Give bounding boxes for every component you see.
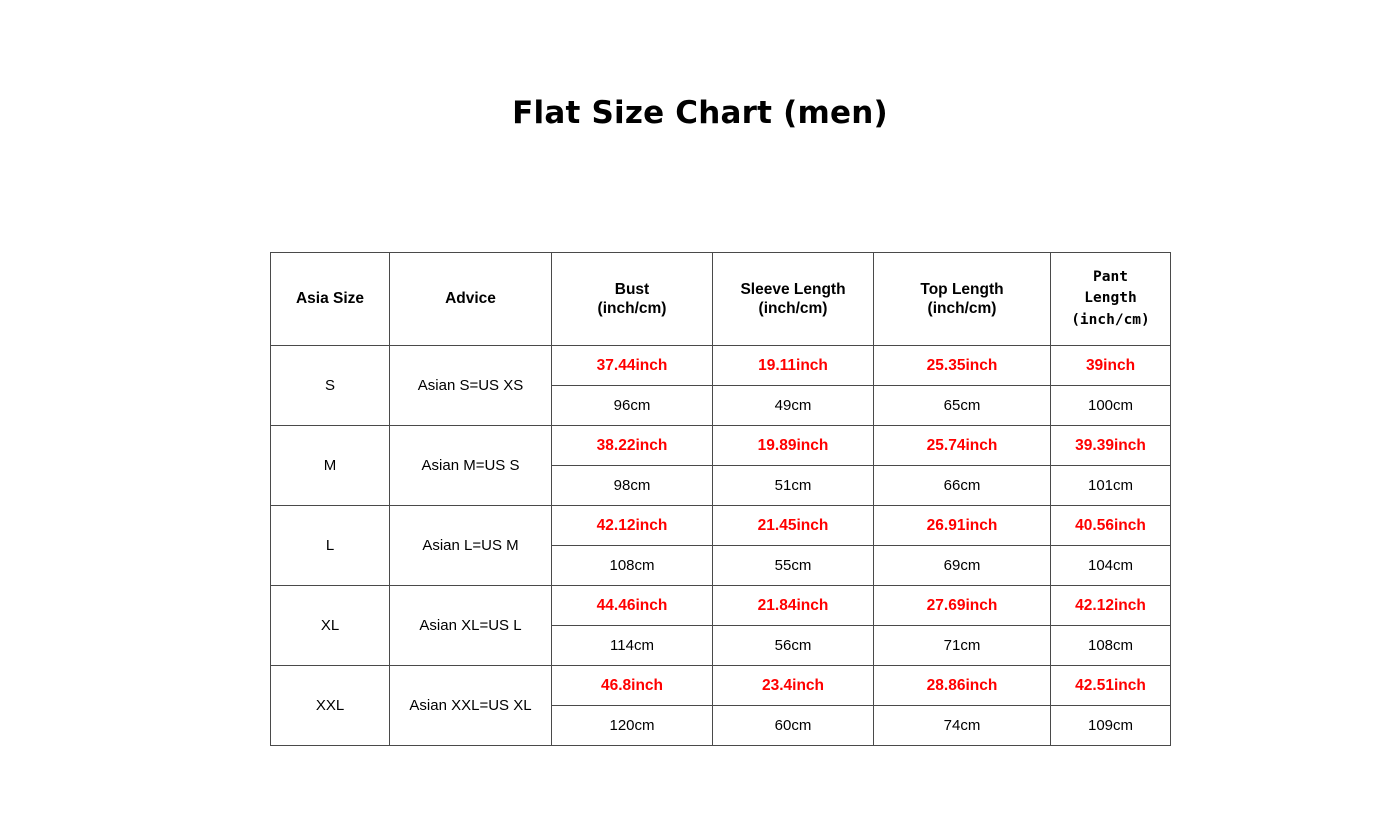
table-row — [271, 506, 1171, 546]
table-header-row — [271, 253, 1171, 346]
table-row — [271, 666, 1171, 706]
table-row — [271, 346, 1171, 386]
cell-sleeve-cm: 49cm — [713, 386, 874, 426]
cell-pant-cm: 101cm — [1051, 466, 1171, 506]
page-title: Flat Size Chart (men) — [512, 95, 888, 131]
table-row — [271, 426, 1171, 466]
cell-pant-inch: 42.12inch — [1051, 586, 1171, 626]
cell-sleeve-inch: 19.11inch — [713, 346, 874, 386]
cell-pant-inch: 40.56inch — [1051, 506, 1171, 546]
cell-bust-cm: 96cm — [552, 386, 713, 426]
header-bust — [552, 253, 713, 346]
header-pant-line3: (inch/cm) — [1071, 311, 1150, 328]
size-chart-table — [270, 252, 1171, 746]
cell-pant-inch: 39.39inch — [1051, 426, 1171, 466]
cell-bust-cm: 120cm — [552, 706, 713, 746]
header-top-line2: (inch/cm) — [927, 300, 997, 317]
cell-pant-cm: 109cm — [1051, 706, 1171, 746]
cell-top-inch: 27.69inch — [874, 586, 1051, 626]
header-sleeve-line2: (inch/cm) — [758, 300, 828, 317]
cell-sleeve-cm: 55cm — [713, 546, 874, 586]
cell-bust-inch: 37.44inch — [552, 346, 713, 386]
cell-bust-cm: 114cm — [552, 626, 713, 666]
cell-advice: Asian M=US S — [390, 426, 552, 506]
cell-advice: Asian XXL=US XL — [390, 666, 552, 746]
cell-size: L — [271, 506, 390, 586]
cell-size: M — [271, 426, 390, 506]
cell-top-inch: 26.91inch — [874, 506, 1051, 546]
cell-top-cm: 74cm — [874, 706, 1051, 746]
cell-top-cm: 66cm — [874, 466, 1051, 506]
cell-size: S — [271, 346, 390, 426]
cell-top-cm: 71cm — [874, 626, 1051, 666]
cell-sleeve-inch: 19.89inch — [713, 426, 874, 466]
header-bust-line1: Bust — [614, 280, 650, 298]
cell-size: XL — [271, 586, 390, 666]
cell-sleeve-cm: 56cm — [713, 626, 874, 666]
cell-advice: Asian S=US XS — [390, 346, 552, 426]
cell-bust-inch: 42.12inch — [552, 506, 713, 546]
cell-sleeve-cm: 60cm — [713, 706, 874, 746]
cell-bust-cm: 98cm — [552, 466, 713, 506]
size-chart-table-wrap — [270, 252, 1171, 746]
cell-top-inch: 25.74inch — [874, 426, 1051, 466]
cell-top-inch: 25.35inch — [874, 346, 1051, 386]
cell-bust-inch: 46.8inch — [552, 666, 713, 706]
table-row — [271, 586, 1171, 626]
cell-bust-inch: 44.46inch — [552, 586, 713, 626]
cell-pant-cm: 100cm — [1051, 386, 1171, 426]
cell-advice: Asian L=US M — [390, 506, 552, 586]
cell-bust-cm: 108cm — [552, 546, 713, 586]
cell-pant-cm: 108cm — [1051, 626, 1171, 666]
cell-bust-inch: 38.22inch — [552, 426, 713, 466]
cell-top-inch: 28.86inch — [874, 666, 1051, 706]
header-top-line1: Top Length — [920, 280, 1004, 298]
cell-advice: Asian XL=US L — [390, 586, 552, 666]
cell-top-cm: 69cm — [874, 546, 1051, 586]
cell-pant-inch: 42.51inch — [1051, 666, 1171, 706]
header-sleeve-line1: Sleeve Length — [740, 280, 846, 298]
cell-pant-inch: 39inch — [1051, 346, 1171, 386]
header-advice: Advice — [390, 253, 552, 346]
header-pant-length — [1051, 253, 1171, 346]
header-bust-line2: (inch/cm) — [597, 300, 667, 317]
cell-sleeve-inch: 23.4inch — [713, 666, 874, 706]
cell-size: XXL — [271, 666, 390, 746]
cell-sleeve-inch: 21.84inch — [713, 586, 874, 626]
header-pant-line2: Length — [1084, 290, 1137, 307]
header-asia-size: Asia Size — [271, 253, 390, 346]
cell-sleeve-inch: 21.45inch — [713, 506, 874, 546]
cell-top-cm: 65cm — [874, 386, 1051, 426]
header-sleeve-length — [713, 253, 874, 346]
cell-sleeve-cm: 51cm — [713, 466, 874, 506]
header-top-length — [874, 253, 1051, 346]
header-pant-line1: Pant — [1093, 269, 1128, 286]
cell-pant-cm: 104cm — [1051, 546, 1171, 586]
